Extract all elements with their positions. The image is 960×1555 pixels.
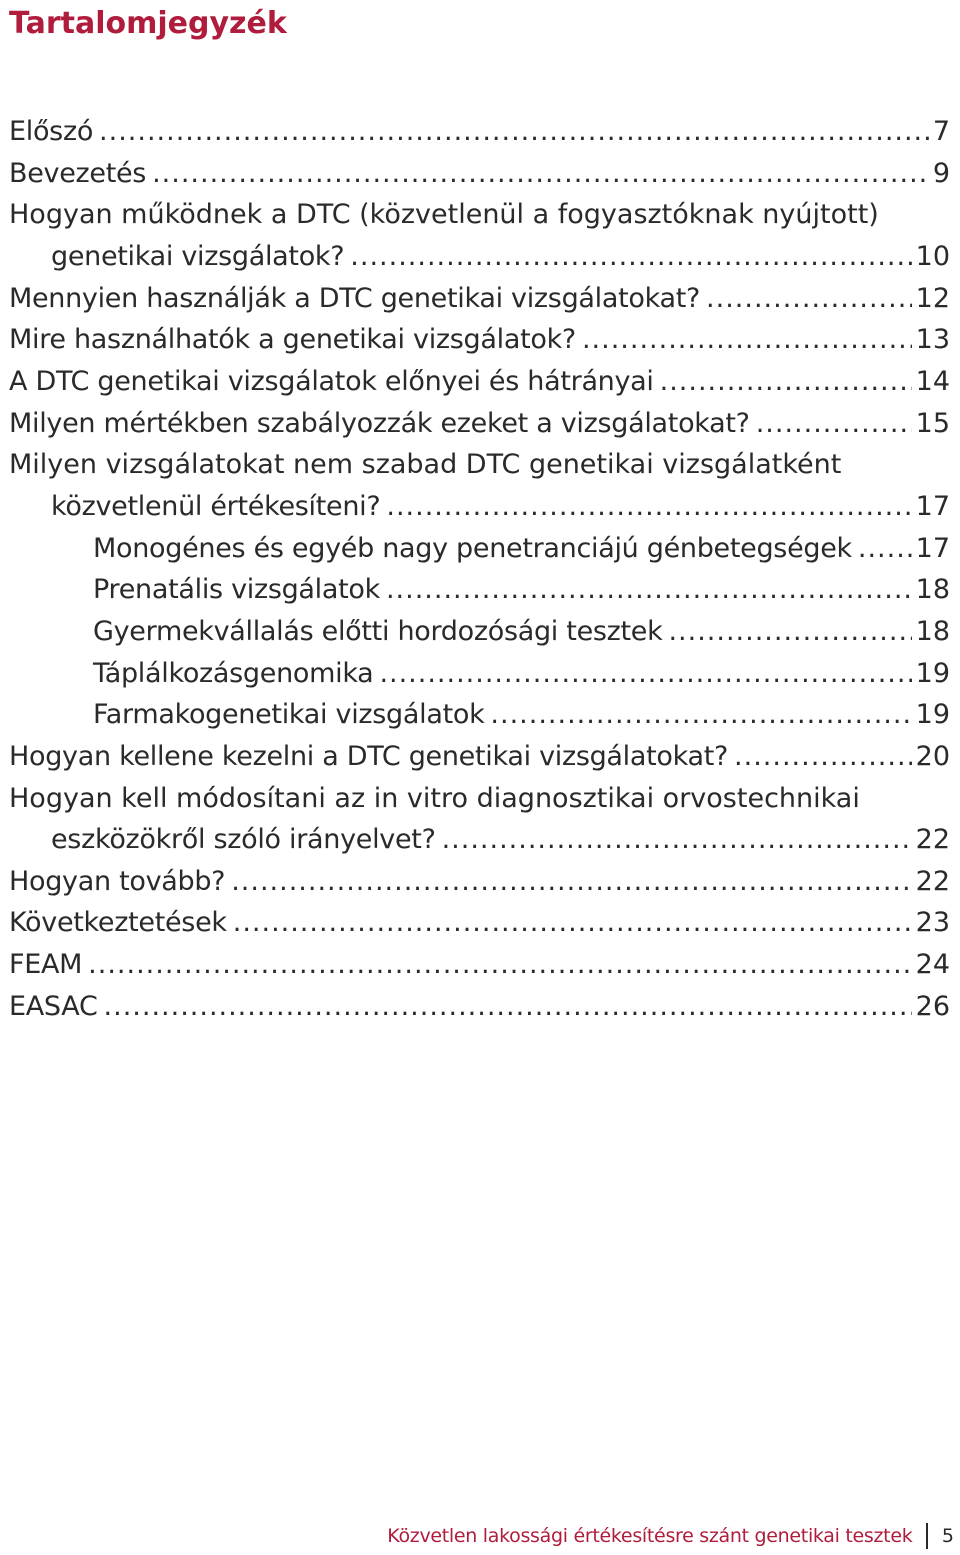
toc-dot-leader [379,653,911,695]
toc-entry-title: Következtetések [9,907,227,939]
toc-entry-page: 24 [915,949,950,981]
toc-entry-page: 19 [915,699,950,731]
toc-subentry-monogenes[interactable] [0,528,960,570]
toc-subentry-gyermekvallalas[interactable] [0,611,960,653]
toc-entry-title: FEAM [9,949,83,981]
toc-subentry-taplalkozasgenomika[interactable] [0,653,960,695]
toc-dot-leader [660,361,912,403]
toc-entry-title: Prenatális vizsgálatok [93,574,380,606]
toc-entry-page: 17 [915,490,950,522]
toc-dot-leader [858,528,912,570]
toc-dot-leader [233,902,912,944]
toc-dot-leader [350,236,911,278]
toc-entry-page: 15 [915,407,950,439]
toc-dot-leader [706,278,912,320]
toc-entry-title: Mennyien használják a DTC genetikai vizsgálatokat? [9,282,701,314]
toc-dot-leader [104,986,912,1028]
toc-dot-leader [734,736,912,778]
toc-entry-title-italic: in vitro [373,782,469,814]
toc-entry-eloszo[interactable] [0,111,960,153]
page-number: 5 [941,1525,954,1547]
toc-entry-page: 18 [915,615,950,647]
toc-entry-feam[interactable] [0,944,960,986]
toc-dot-leader [756,403,912,445]
toc-entry-page: 13 [915,324,950,356]
toc-entry-mennyien[interactable] [0,278,960,320]
toc-entry-bevezetes[interactable] [0,153,960,195]
running-footer-title: Közvetlen lakossági értékesítésre szánt genetikai tesztek [387,1525,913,1547]
toc-dot-leader [442,819,912,861]
toc-entry-title: Bevezetés [9,157,147,189]
toc-entry-iranyelv-line1[interactable] [0,778,960,820]
toc-entry-title: EASAC [9,990,98,1022]
toc-entry-page: 18 [915,574,950,606]
toc-entry-elonyei[interactable] [0,361,960,403]
toc-dot-leader [231,861,911,903]
toc-entry-title: A DTC genetikai vizsgálatok előnyei és hátrányai [9,365,654,397]
toc-entry-page: 17 [915,532,950,564]
toc-dot-leader [88,944,911,986]
toc-entry-hogyan-tovabb[interactable] [0,861,960,903]
toc-dot-leader [386,486,911,528]
toc-entry-title: Gyermekvállalás előtti hordozósági tesztek [93,615,663,647]
toc-entry-title: Táplálkozásgenomika [93,657,374,689]
toc-entry-title: Előszó [9,116,94,147]
toc-entry-title-continued: genetikai vizsgálatok? [51,240,345,272]
toc-entry-page: 10 [915,240,950,272]
toc-subentry-farmakogenetikai[interactable] [0,694,960,736]
toc-entry-kezelni[interactable] [0,736,960,778]
toc-entry-title-part: Hogyan kell módosítani az [9,782,374,814]
toc-entry-page: 9 [932,157,950,189]
toc-entry-page: 7 [932,116,950,147]
toc-entry-title-part: diagnosztikai orvostechnikai [468,782,860,814]
toc-dot-leader [668,611,911,653]
toc-entry-kovetkeztetesek[interactable] [0,902,960,944]
toc-entry-title: Milyen vizsgálatokat nem szabad DTC genetikai vizsgálatként [9,449,842,481]
toc-subentry-prenatalis[interactable] [0,569,960,611]
toc-entry-easac[interactable] [0,986,960,1028]
toc-entry-page: 22 [915,824,950,856]
toc-dot-leader [490,694,911,736]
toc-entry-title: Milyen mértékben szabályozzák ezeket a vizsgálatokat? [9,407,750,439]
footer-divider [926,1523,928,1549]
toc-entry-title [9,783,860,814]
toc-entry-page: 23 [915,907,950,939]
toc-entry-title: Hogyan kellene kezelni a DTC genetikai vizsgálatokat? [9,740,729,772]
toc-entry-page: 14 [915,365,950,397]
toc-entry-page: 22 [915,865,950,897]
toc-entry-title: Hogyan működnek a DTC (közvetlenül a fogyasztóknak nyújtott) [9,199,879,231]
toc-entry-title-continued: eszközökről szóló irányelvet? [51,824,436,856]
toc-entry-title-continued: közvetlenül értékesíteni? [51,490,381,522]
toc-entry-title: Hogyan tovább? [9,865,226,897]
toc-dot-leader [582,319,912,361]
toc-entry-mire[interactable] [0,319,960,361]
toc-entry-page: 12 [915,282,950,314]
toc-dot-leader [152,153,929,195]
toc-entry-nem-szabad[interactable] [0,486,960,528]
page-footer [387,1519,954,1553]
toc-dot-leader [99,111,929,153]
toc-entry-hogyan-mukodnek-line1[interactable] [0,194,960,236]
toc-entry-hogyan-mukodnek[interactable] [0,236,960,278]
toc-entry-iranyelv[interactable] [0,819,960,861]
toc-entry-page: 20 [915,740,950,772]
toc-entry-title: Monogénes és egyéb nagy penetranciájú génbetegségek [93,532,852,564]
toc-entry-page: 19 [915,657,950,689]
toc-entry-title: Mire használhatók a genetikai vizsgálatok? [9,324,576,356]
toc-dot-leader [386,569,912,611]
toc-entry-szabalyozzak[interactable] [0,403,960,445]
toc-entry-page: 26 [915,990,950,1022]
toc-entry-title: Farmakogenetikai vizsgálatok [93,699,485,731]
table-of-contents [0,111,960,1027]
toc-entry-nem-szabad-line1[interactable] [0,444,960,486]
toc-heading: Tartalomjegyzék [9,6,287,41]
